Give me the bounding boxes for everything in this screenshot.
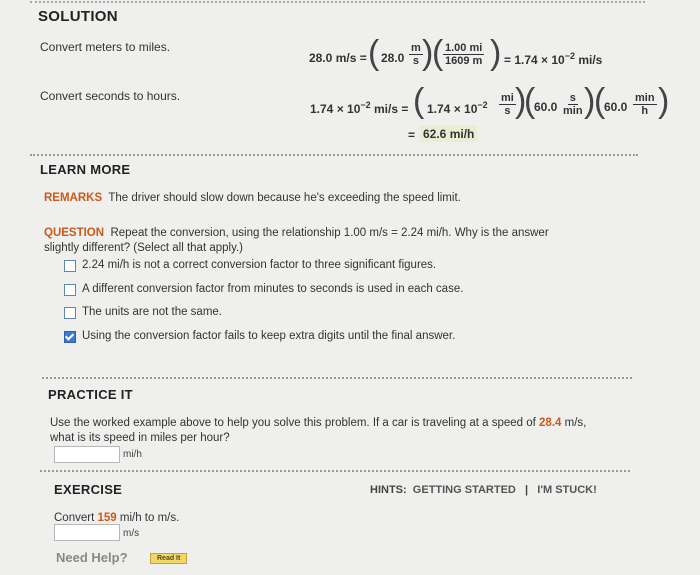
eq1-frac2-den: 1609 m — [445, 55, 483, 67]
eq2-paren-open-2: ( — [524, 82, 536, 120]
eq1-result-prefix: = 1.74 × 10 — [504, 53, 565, 67]
eq2-coef3: 60.0 — [604, 100, 628, 114]
eq2-frac1-num: mi — [501, 92, 514, 104]
eq2-coef1-base: 1.74 × 10 — [427, 102, 478, 116]
final-answer: 62.6 mi/h — [420, 126, 477, 142]
option-3-checkbox[interactable] — [64, 307, 76, 319]
remarks-label: REMARKS — [44, 192, 103, 204]
learn-more-title: LEARN MORE — [40, 162, 131, 177]
question-text-1: Repeat the conversion, using the relationship 1.00 m/s = 2.24 mi/h. Why is the answer — [110, 227, 549, 239]
eq1-frac1 — [409, 42, 423, 67]
option-1-label[interactable]: 2.24 mi/h is not a correct conversion factor to three significant figures. — [82, 259, 437, 271]
practice-speed: 28.4 — [539, 417, 562, 429]
question-label: QUESTION — [44, 227, 105, 239]
divider-1 — [30, 154, 638, 156]
practice-unit: mi/h — [123, 449, 142, 460]
exercise-unit: m/s — [123, 528, 140, 539]
hints-bar — [370, 484, 597, 496]
eq2-lhs — [310, 100, 408, 116]
eq2-paren-open-3: ( — [594, 82, 606, 120]
eq1-frac2 — [443, 42, 484, 67]
eq2-frac1-den: s — [504, 105, 511, 117]
eq1-coef: 28.0 — [381, 51, 405, 65]
option-2-label[interactable]: A different conversion factor from minutes to seconds is used in each case. — [82, 283, 464, 295]
need-help-label: Need Help? — [56, 550, 128, 565]
eq1-result-unit: mi/s — [578, 53, 603, 67]
divider-3 — [40, 470, 630, 472]
eq1-paren-close-1: ) — [422, 34, 434, 72]
practice-text-1a: Use the worked example above to help you solve this problem. If a car is traveling at a speed of — [50, 417, 536, 429]
practice-answer-input[interactable] — [54, 446, 120, 463]
eq2-frac3-num: min — [635, 92, 655, 104]
exercise-value: 159 — [97, 512, 117, 524]
final-equals: = — [408, 128, 416, 142]
exercise-title: EXERCISE — [54, 482, 123, 497]
eq1-result-exp: −2 — [564, 51, 575, 61]
eq2-frac2-num: s — [569, 92, 576, 104]
practice-text-2: what is its speed in miles per hour? — [50, 432, 230, 444]
option-3-label[interactable]: The units are not the same. — [82, 306, 222, 318]
option-2-checkbox[interactable] — [64, 284, 76, 296]
eq2-lhs-unit: mi/s = — [374, 102, 409, 116]
question — [44, 226, 644, 256]
solution-title: SOLUTION — [38, 8, 118, 25]
read-it-button[interactable]: Read It — [150, 553, 187, 564]
step1-label: Convert meters to miles. — [40, 40, 171, 54]
eq1-paren-close-2: ) — [490, 34, 502, 72]
hints-label: HINTS: — [370, 484, 407, 496]
eq1-paren-open-1: ( — [368, 34, 380, 72]
eq2-frac3 — [633, 92, 657, 117]
eq2-coef2: 60.0 — [534, 100, 558, 114]
eq2-coef1-exp: −2 — [477, 100, 488, 110]
eq1-frac1-den: s — [412, 55, 419, 67]
eq1-paren-open-2: ( — [432, 34, 444, 72]
step2-label: Convert seconds to hours. — [40, 89, 181, 103]
eq1-result — [504, 51, 602, 67]
eq2-coef1 — [427, 100, 488, 116]
eq1-lhs: 28.0 m/s = — [309, 51, 367, 65]
eq2-paren-close-2: ) — [584, 82, 596, 120]
eq2-frac2 — [561, 92, 585, 117]
exercise-text-a: Convert — [54, 512, 95, 524]
divider-2 — [42, 377, 632, 379]
eq1-frac2-num: 1.00 mi — [445, 42, 483, 54]
exercise-answer-input[interactable] — [54, 524, 120, 541]
eq2-lhs-exp: −2 — [360, 100, 371, 110]
hint-separator: | — [525, 484, 529, 496]
practice-title: PRACTICE IT — [48, 387, 133, 402]
eq2-lhs-prefix: 1.74 × 10 — [310, 102, 361, 116]
remarks-text: The driver should slow down because he's exceeding the speed limit. — [108, 192, 461, 204]
option-4-label[interactable]: Using the conversion factor fails to keep extra digits until the final answer. — [82, 330, 456, 342]
remarks — [44, 191, 461, 206]
hint-im-stuck-link[interactable]: I'M STUCK! — [537, 484, 597, 496]
top-divider — [30, 1, 645, 3]
eq2-paren-close-3: ) — [658, 82, 670, 120]
eq2-frac3-den: h — [641, 105, 649, 117]
eq2-frac1 — [499, 92, 516, 117]
hint-getting-started-link[interactable]: GETTING STARTED — [412, 484, 516, 496]
option-4-checkbox[interactable] — [64, 331, 76, 343]
practice-text — [50, 416, 640, 446]
question-text-2: slightly different? (Select all that apply.) — [44, 242, 244, 254]
option-1-checkbox[interactable] — [64, 260, 76, 272]
eq2-frac2-den: min — [563, 105, 583, 117]
practice-text-1b: m/s, — [564, 417, 587, 429]
eq1-frac1-num: m — [411, 42, 421, 54]
eq2-paren-close-1: ) — [515, 82, 527, 120]
exercise-text-b: mi/h to m/s. — [119, 512, 180, 524]
eq2-paren-open-1: ( — [413, 82, 425, 120]
